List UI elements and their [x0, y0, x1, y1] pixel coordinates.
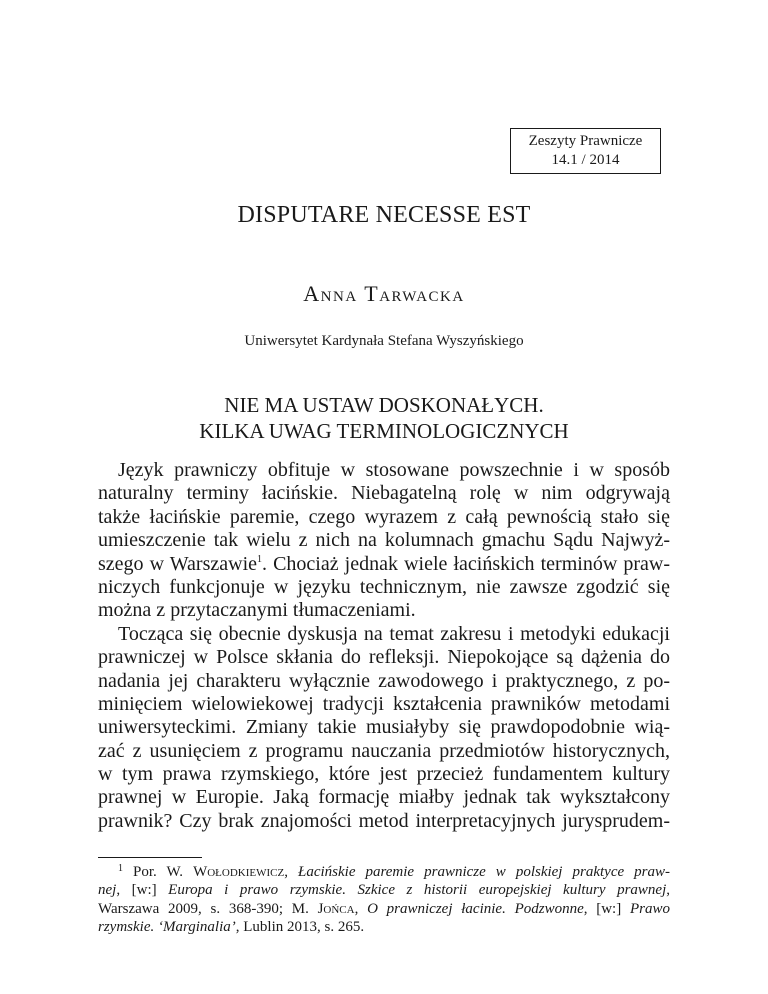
footnote-cited-author: Wołodkiewicz — [193, 864, 285, 880]
author-affiliation: Uniwersytet Kardynała Stefana Wyszyńskiego — [244, 333, 524, 349]
body-line: uniwersyteckimi. Zmiany takie musiałyby się prawdopodobnie wią- — [98, 716, 670, 739]
journal-info-box — [510, 128, 661, 174]
footnote-reference[interactable]: 1 — [257, 553, 262, 565]
footnote-text: Warszawa 2009, s. 368-390; M. — [98, 900, 318, 917]
footnote-cited-title: Łacińskie paremie prawnicze w polskiej praktyce praw- — [297, 864, 670, 880]
footnote-number: 1 — [118, 863, 123, 874]
footnote-cited-book: Prawo — [629, 900, 670, 917]
footnote-text: , — [354, 900, 368, 917]
body-text-fragment: szego w Warszawie — [98, 552, 257, 575]
article-title-line-1: NIE MA USTAW DOSKONAŁYCH. — [224, 393, 544, 417]
footnote-text: , [w:] — [116, 882, 169, 899]
footnote-line — [98, 863, 670, 881]
author-name: Anna Tarwacka — [303, 281, 465, 306]
footnote-line — [98, 918, 670, 936]
footnote-cited-book: Europa i prawo rzymskie. Szkice z historii europejskiej kultury prawnej — [168, 882, 667, 899]
body-line: umieszczenie tak wielu z nich na kolumnach gmachu Sądu Najwyż- — [98, 529, 670, 552]
body-line: niczych funkcjonuje w języku technicznym, nie zawsze zgodzić się — [98, 575, 670, 598]
body-text-fragment: . Chociaż jednak wiele łacińskich terminów praw- — [262, 552, 670, 575]
body-line: można z przytaczanymi tłumaczeniami. — [98, 599, 416, 622]
body-line: zać z usunięciem z programu nauczania przedmiotów historycznych, — [98, 739, 670, 762]
body-line: prawniczej w Polsce skłania do refleksji. Niepokojące są dążenia do — [98, 646, 670, 669]
footnote-line — [98, 900, 670, 918]
footnote — [98, 863, 670, 936]
body-line: Język prawniczy obfituje w stosowane powszechnie i w sposób — [118, 459, 670, 481]
body-line: naturalny terminy łacińskie. Niebagatelną rolę w nim odgrywają — [98, 482, 670, 505]
article-body — [98, 459, 670, 833]
body-line: nadania jej charakteru wyłącznie zawodowego i praktycznego, z po- — [98, 669, 670, 692]
footnote-text: , — [666, 882, 670, 899]
footnote-text: , [w:] — [583, 900, 630, 917]
section-title: DISPUTARE NECESSE EST — [237, 202, 531, 228]
footnote-text: , — [284, 864, 298, 880]
footnote-line — [98, 881, 670, 899]
article-title-line-2: KILKA UWAG TERMINOLOGICZNYCH — [199, 419, 569, 443]
body-line — [98, 553, 670, 576]
body-line: także łacińskie paremie, czego wyrazem z całą pewnością stało się — [98, 505, 670, 528]
footnote-cited-book: rzymskie. ‘Marginalia’ — [98, 918, 236, 935]
footnote-divider — [98, 857, 202, 858]
footnote-cited-title: O prawniczej łacinie. Podzwonne — [367, 900, 584, 917]
footnote-cited-title: nej — [98, 882, 117, 899]
footnote-text: , Lublin 2013, s. 265. — [235, 918, 365, 935]
body-line: prawnej w Europie. Jaką formację miałby jednak tak wykształcony — [98, 786, 670, 809]
article-title — [0, 392, 768, 444]
body-line: Tocząca się obecnie dyskusja na temat zakresu i metodyki edukacji — [118, 622, 670, 645]
journal-issue: 14.1 / 2014 — [551, 152, 620, 168]
body-line: w tym prawa rzymskiego, które jest przecież fundamentem kultury — [98, 763, 670, 786]
journal-name: Zeszyty Prawnicze — [528, 133, 643, 149]
body-line: minięciem wielowiekowej tradycji kształcenia prawników metodami — [98, 692, 670, 715]
body-line: prawnik? Czy brak znajomości metod interpretacyjnych jurysprudem- — [98, 809, 670, 832]
footnote-text: Por. W. — [133, 864, 194, 880]
footnote-cited-author: Jońca — [317, 900, 355, 917]
